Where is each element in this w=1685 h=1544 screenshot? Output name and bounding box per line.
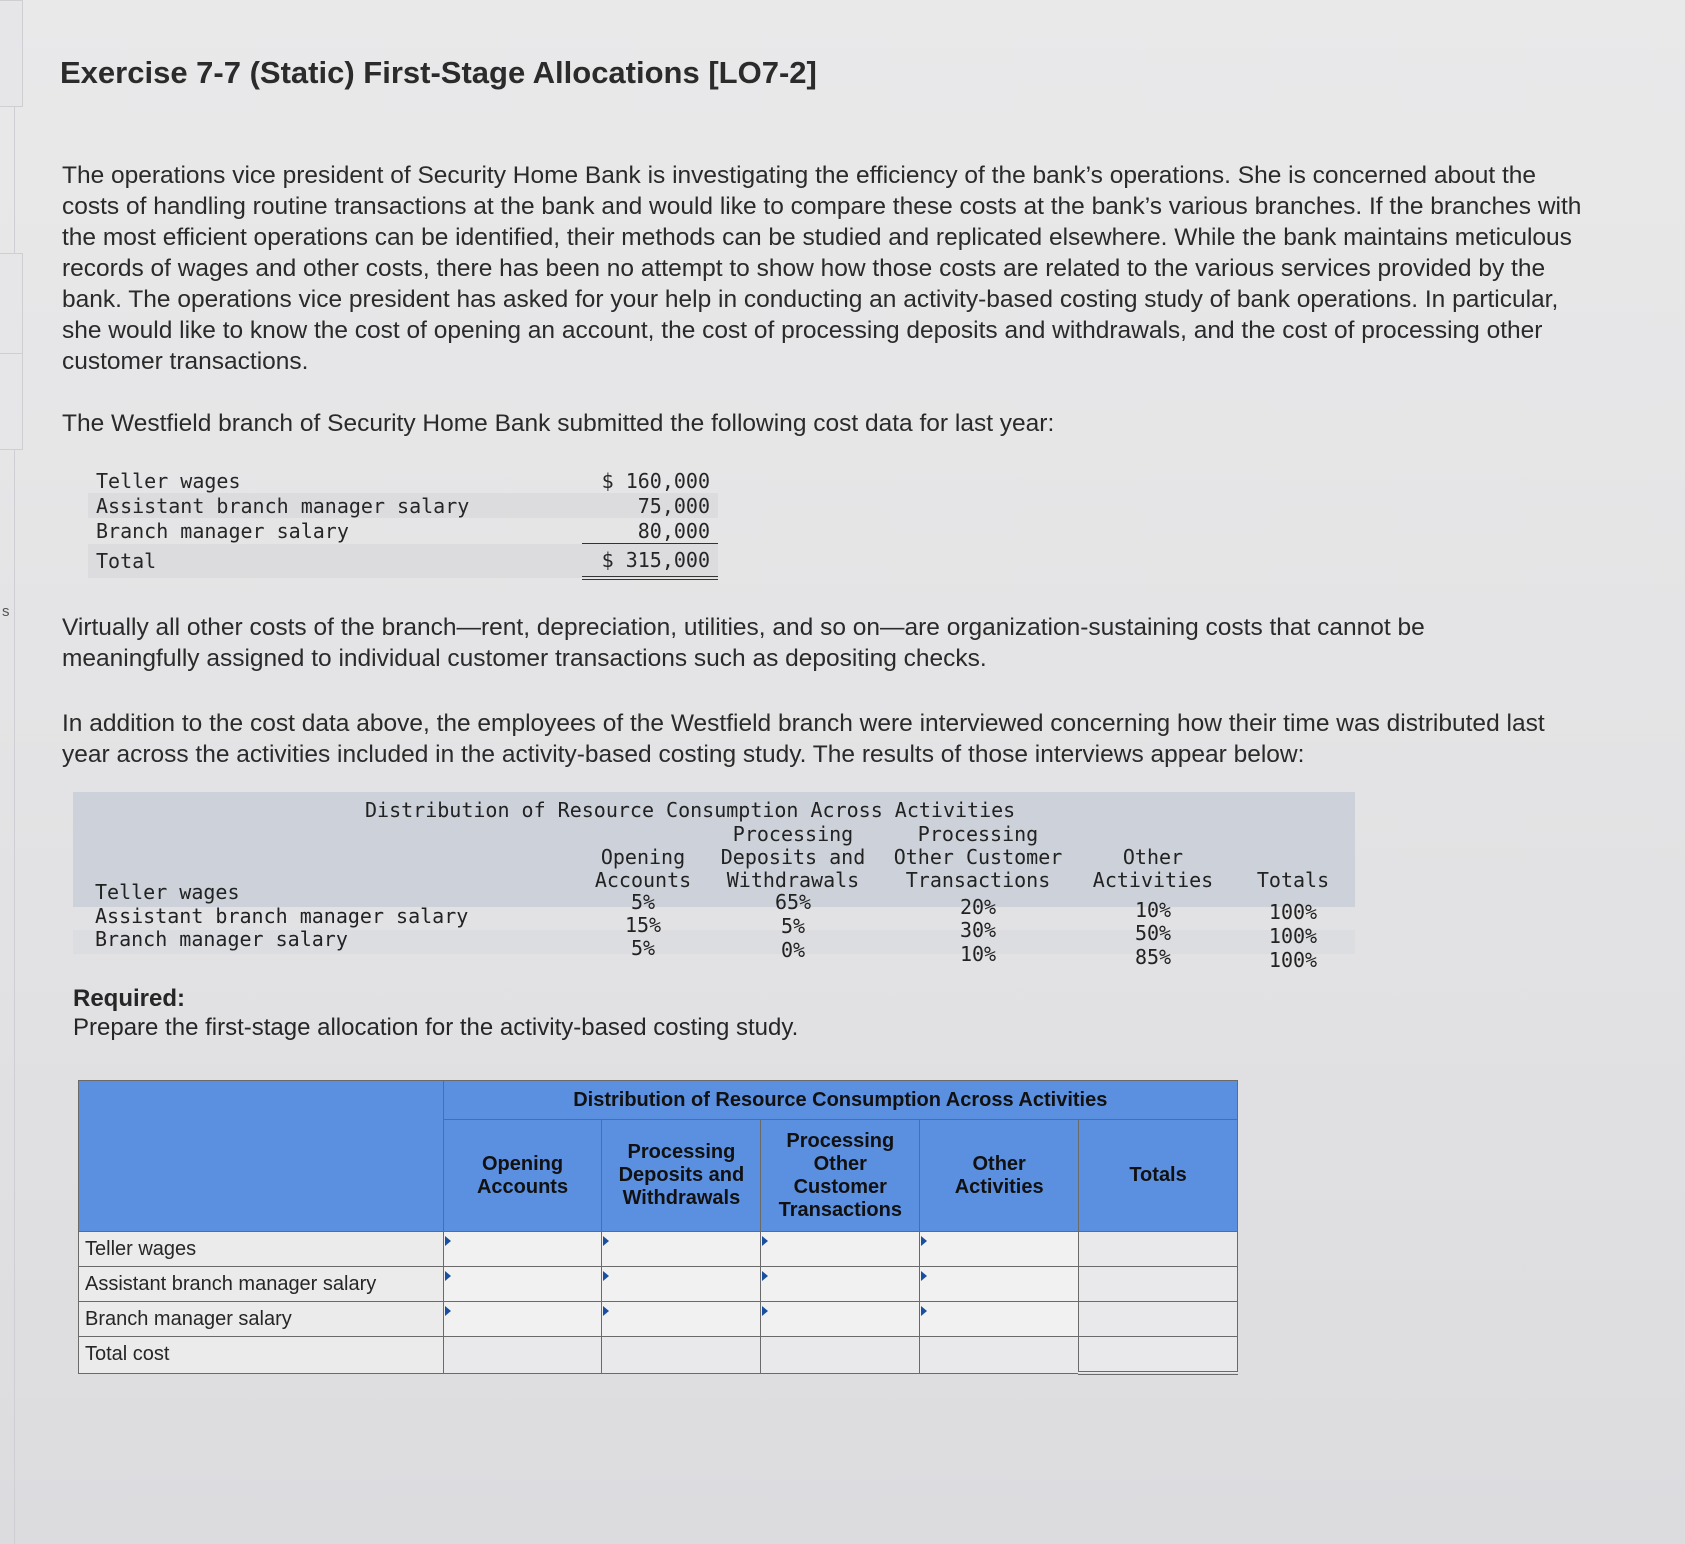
input-cell[interactable] — [761, 1267, 920, 1302]
cost-amount: 75,000 — [582, 493, 718, 518]
input-cell[interactable] — [761, 1302, 920, 1337]
header-line: Other — [813, 1152, 867, 1175]
answer-row-total-cost — [79, 1337, 1238, 1374]
cell-value: 65% — [774, 890, 812, 914]
cost-amount: $ 315,000 — [582, 544, 718, 579]
answer-row-label: Total cost — [79, 1337, 444, 1374]
window-left-edge — [0, 0, 15, 1544]
cell-value: 5% — [630, 890, 656, 914]
header-line: Withdrawals — [622, 1187, 741, 1209]
total-other-customer-cell — [761, 1337, 920, 1374]
cell-value: 10% — [1134, 898, 1172, 922]
teller-wages-other-activities-input[interactable] — [920, 1232, 1078, 1266]
cell-value: 5% — [780, 914, 806, 938]
cell-value: 5% — [630, 936, 656, 960]
header-line: Transactions — [778, 1198, 902, 1221]
col-header-deposits: Deposits and — [720, 845, 866, 869]
cost-label: Total — [88, 544, 582, 579]
row-label: Assistant branch manager salary — [95, 904, 469, 928]
cell-value: 100% — [1268, 924, 1318, 948]
grand-total-cell — [1079, 1337, 1238, 1374]
header-line: Deposits and — [618, 1164, 745, 1186]
header-line: Totals — [1129, 1164, 1187, 1186]
cell-value: 100% — [1268, 900, 1318, 924]
cost-label: Teller wages — [96, 468, 241, 493]
col-header-other-activities: Other — [1122, 845, 1184, 869]
input-cell[interactable] — [443, 1267, 602, 1302]
input-cell[interactable] — [761, 1232, 920, 1267]
answer-row-teller-wages — [79, 1232, 1238, 1267]
assistant-total-cell — [1079, 1267, 1238, 1302]
answer-row-assistant-manager — [79, 1267, 1238, 1302]
cost-row — [88, 518, 718, 544]
col-header-totals: Totals — [1256, 868, 1330, 892]
answer-col-totals — [1079, 1120, 1238, 1232]
total-other-activities-cell — [920, 1337, 1079, 1374]
westfield-paragraph: The Westfield branch of Security Home Bank submitted the following cost data for last year: — [62, 410, 1055, 437]
teller-wages-deposits-input[interactable] — [602, 1232, 760, 1266]
cell-value: 50% — [1134, 921, 1172, 945]
header-line: Customer — [793, 1175, 887, 1198]
distribution-title: Distribution of Resource Consumption Across Activities — [365, 798, 1016, 822]
exercise-title: Exercise 7-7 (Static) First-Stage Allocations [LO7-2] — [60, 55, 817, 90]
input-cell[interactable] — [920, 1302, 1079, 1337]
answer-row-label: Branch manager salary — [79, 1302, 444, 1337]
header-line: Accounts — [476, 1175, 569, 1198]
answer-col-other-activities — [920, 1120, 1079, 1232]
cost-label: Branch manager salary — [96, 518, 349, 543]
cell-value: 30% — [959, 918, 997, 942]
answer-table-corner — [79, 1081, 444, 1232]
cell-value: 10% — [959, 942, 997, 966]
intro-paragraph: The operations vice president of Security Home Bank is investigating the efficiency of the bank’s operations. She is concerned about the costs of handling routine transactions at the bank and would like to compare these costs at the bank’s various branches. If the branches with the most efficient operations can be identified, their methods can be studied and replicated elsewhere. While the bank maintains meticulous records of wages and other costs, there has been no attempt to show how those costs are related to the various services provided by the bank. The operations vice president has asked for your help in conducting an activity-based costing study of bank operations. In particular, she would like to know the cost of opening an account, the cost of processing deposits and withdrawals, and the cost of processing other customer transactions. — [62, 162, 1582, 375]
header-line: Activities — [954, 1175, 1044, 1198]
side-tab — [0, 253, 23, 355]
assistant-opening-input[interactable] — [444, 1267, 602, 1301]
branch-manager-other-customer-input[interactable] — [761, 1302, 919, 1336]
assistant-deposits-input[interactable] — [602, 1267, 760, 1301]
cost-row — [88, 468, 718, 493]
side-tab — [0, 353, 23, 450]
other-costs-paragraph: Virtually all other costs of the branch—rent, depreciation, utilities, and so on—are organization-sustaining costs that cannot be meaningfully assigned to individual customer transactions such as depositing checks. — [62, 614, 1425, 672]
branch-manager-opening-input[interactable] — [444, 1302, 602, 1336]
col-header-deposits: Withdrawals — [726, 868, 860, 892]
answer-row-branch-manager — [79, 1302, 1238, 1337]
cost-amount: 80,000 — [582, 518, 718, 544]
branch-manager-total-cell — [1079, 1302, 1238, 1337]
teller-wages-total-cell — [1079, 1232, 1238, 1267]
side-letter: s — [2, 603, 10, 620]
input-cell[interactable] — [443, 1302, 602, 1337]
required-label: Required: — [73, 985, 186, 1012]
teller-wages-other-customer-input[interactable] — [761, 1232, 919, 1266]
col-header-other-customer: Other Customer — [893, 845, 1063, 869]
answer-row-label: Assistant branch manager salary — [79, 1267, 444, 1302]
cost-label: Assistant branch manager salary — [88, 493, 582, 518]
assistant-other-customer-input[interactable] — [761, 1267, 919, 1301]
col-header-other-customer: Processing — [917, 822, 1039, 846]
total-deposits-cell — [602, 1337, 761, 1374]
answer-col-deposits-withdrawals — [602, 1120, 761, 1232]
total-opening-cell — [443, 1337, 602, 1374]
col-header-opening: Opening — [600, 845, 686, 869]
header-line: Other — [972, 1152, 1026, 1175]
col-header-opening: Accounts — [594, 868, 692, 892]
header-line: Opening — [481, 1152, 564, 1175]
header-line: Processing — [786, 1129, 895, 1152]
cost-total-row — [88, 544, 718, 579]
cost-amount: $ 160,000 — [601, 468, 710, 493]
answer-group-header: Distribution of Resource Consumption Across Activities — [443, 1081, 1237, 1120]
row-label: Teller wages — [95, 880, 240, 904]
answer-col-opening-accounts — [443, 1120, 602, 1232]
interviews-paragraph: In addition to the cost data above, the employees of the Westfield branch were interviewed concerning how their time was distributed last year across the activities included in the activity-based costing study. The results of those interviews appear below: — [62, 710, 1545, 768]
side-tab — [0, 0, 23, 107]
row-label: Branch manager salary — [95, 927, 348, 951]
branch-manager-other-activities-input[interactable] — [920, 1302, 1078, 1336]
input-cell[interactable] — [602, 1267, 761, 1302]
assistant-other-activities-input[interactable] — [920, 1267, 1078, 1301]
distribution-table — [73, 792, 1355, 1020]
header-line: Processing — [627, 1141, 736, 1163]
input-cell[interactable] — [920, 1232, 1079, 1267]
cell-value: 20% — [959, 895, 997, 919]
required-text: Prepare the first-stage allocation for the activity-based costing study. — [73, 1014, 799, 1041]
cost-row — [88, 493, 718, 518]
col-header-other-customer: Transactions — [905, 868, 1051, 892]
col-header-deposits: Processing — [732, 822, 854, 846]
answer-row-label: Teller wages — [79, 1232, 444, 1267]
cell-value: 15% — [624, 913, 662, 937]
answer-table — [78, 1080, 1238, 1375]
input-cell[interactable] — [920, 1267, 1079, 1302]
answer-col-other-customer-transactions — [761, 1120, 920, 1232]
cell-value: 100% — [1268, 948, 1318, 972]
branch-manager-deposits-input[interactable] — [602, 1302, 760, 1336]
col-header-other-activities: Activities — [1092, 868, 1214, 892]
cost-data-table — [88, 468, 718, 580]
input-cell[interactable] — [602, 1232, 761, 1267]
input-cell[interactable] — [602, 1302, 761, 1337]
teller-wages-opening-input[interactable] — [444, 1232, 602, 1266]
input-cell[interactable] — [443, 1232, 602, 1267]
cell-value: 0% — [780, 938, 806, 962]
cell-value: 85% — [1134, 945, 1172, 969]
